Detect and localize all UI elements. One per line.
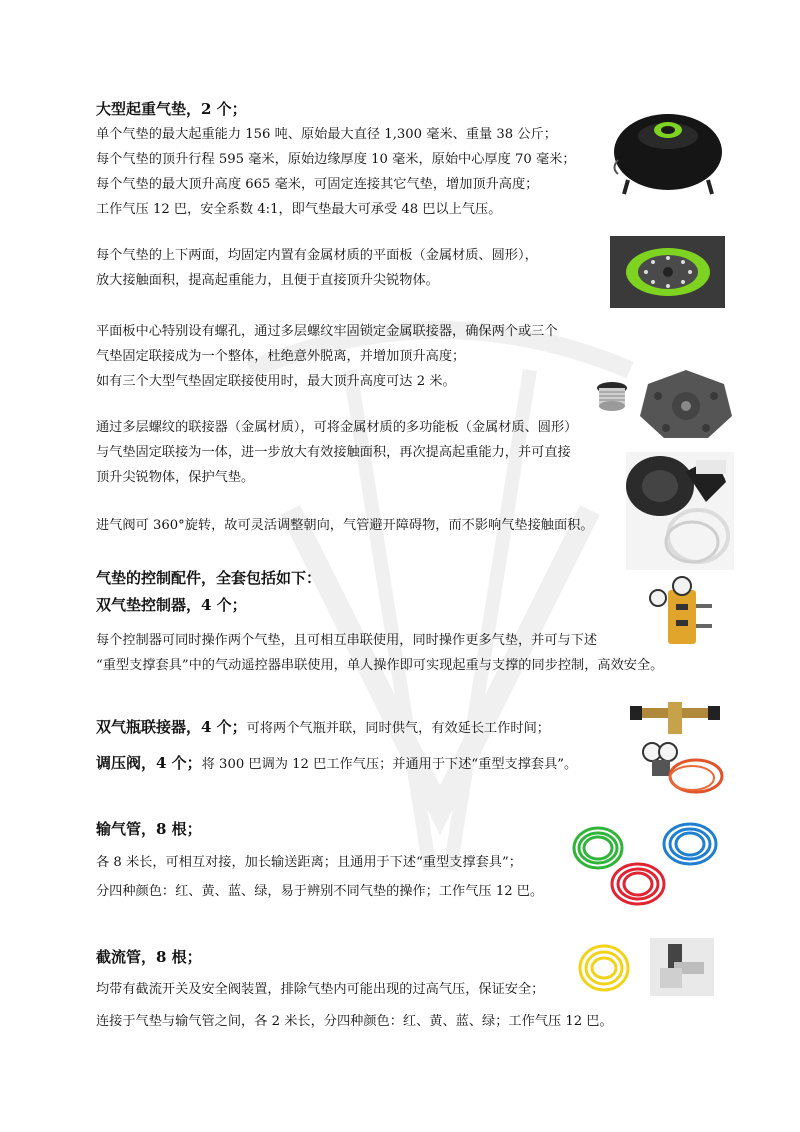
connector-description-line: 顶升尖锐物体，保护气垫。 (96, 470, 255, 485)
airbag-spec-line: 单个气垫的最大起重能力 156 吨、原始最大直径 1,300 毫米、重量 38 公斤； (96, 127, 557, 142)
cylinder-connector-row (96, 716, 550, 740)
shutoff-hose-line: 均带有截流开关及安全阀装置，排除气垫内可能出现的过高气压，保证安全； (96, 982, 545, 997)
connector-description-line: 通过多层螺纹的联接器（金属材质），可将金属材质的多功能板（金属材质、圆形） (96, 420, 578, 435)
subheading-shutoff-hose: 截流管，8 根； (96, 948, 202, 966)
hose-coils-photo (568, 818, 724, 908)
airbag-spec-line: 工作气压 12 巴，安全系数 4:1，即气垫最大可承受 48 巴以上气压。 (96, 202, 502, 217)
subheading-hose: 输气管，8 根； (96, 820, 202, 838)
airbag-spec-line: 每个气垫的最大顶升高度 665 毫米，可固定连接其它气垫，增加顶升高度； (96, 177, 539, 192)
pressure-regulator-photo (638, 738, 726, 796)
metal-plate-photo (610, 236, 725, 308)
connector-description-line: 与气垫固定联接为一体，进一步放大有效接触面积，再次提高起重能力，并可直接 (96, 445, 571, 460)
hose-line: 各 8 米长，可相互对接，加长输送距离；且通用于下述“重型支撑套具”； (96, 855, 522, 870)
plate-description-line: 放大接触面积，提高起重能力，且便于直接顶升尖锐物体。 (96, 273, 439, 288)
dual-controller-photo (640, 576, 720, 648)
plate-description-line: 每个气垫的上下两面，均固定内置有金属材质的平面板（金属材质、圆形）， (96, 248, 538, 263)
airbag-spec-line: 每个气垫的顶升行程 595 毫米，原始边缘厚度 10 毫米，原始中心厚度 70 毫米； (96, 152, 576, 167)
subheading-cylinder-connector: 双气瓶联接器，4 个； (96, 718, 247, 736)
shutoff-valve-photo (650, 938, 714, 996)
subheading-dual-controller: 双气垫控制器，4 个； (96, 596, 247, 614)
regulator-text: 将 300 巴调为 12 巴工作气压；并通用于下述“重型支撑套具”。 (201, 757, 578, 772)
bolt-description-line: 平面板中心特别设有螺孔，通过多层螺纹牢固锁定金属联接器，确保两个或三个 (96, 324, 558, 339)
hose-line: 分四种颜色：红、黄、蓝、绿，易于辨别不同气垫的操作；工作气压 12 巴。 (96, 884, 544, 899)
shutoff-hose-photo (576, 942, 632, 994)
bolt-description-line: 气垫固定联接成为一个整体，杜绝意外脱离，并增加顶升高度； (96, 349, 466, 364)
section-heading-airbag: 大型起重气垫，2 个； (96, 100, 247, 118)
shutoff-hose-line: 连接于气垫与输气管之间，各 2 米长，分四种颜色：红、黄、蓝、绿；工作气压 12 巴。 (96, 1014, 613, 1029)
valve-description-line: 进气阀可 360°旋转，故可灵活调整朝向，气管避开障碍物，而不影响气垫接触面积。 (96, 518, 594, 533)
multifunction-plate-photo (636, 366, 736, 442)
metal-connector-photo (594, 378, 630, 418)
cylinder-connector-photo (630, 698, 720, 738)
dual-controller-line: “重型支撑套具”中的气动遥控器串联使用，单人操作即可实现起重与支撑的同步控制，高效安全。 (96, 658, 664, 673)
regulator-row (96, 752, 577, 776)
dual-controller-line: 每个控制器可同时操作两个气垫，且可相互串联使用，同时操作更多气垫，并可与下述 (96, 633, 598, 648)
airbag-photo (608, 100, 728, 200)
cylinder-connector-text: 可将两个气瓶并联，同时供气，有效延长工作时间； (246, 721, 550, 736)
inlet-valve-photo (626, 452, 734, 570)
subheading-regulator: 调压阀，4 个； (96, 754, 202, 772)
section-heading-controls: 气垫的控制配件，全套包括如下： (96, 569, 322, 587)
bolt-description-line: 如有三个大型气垫固定联接使用时，最大顶升高度可达 2 米。 (96, 374, 456, 389)
